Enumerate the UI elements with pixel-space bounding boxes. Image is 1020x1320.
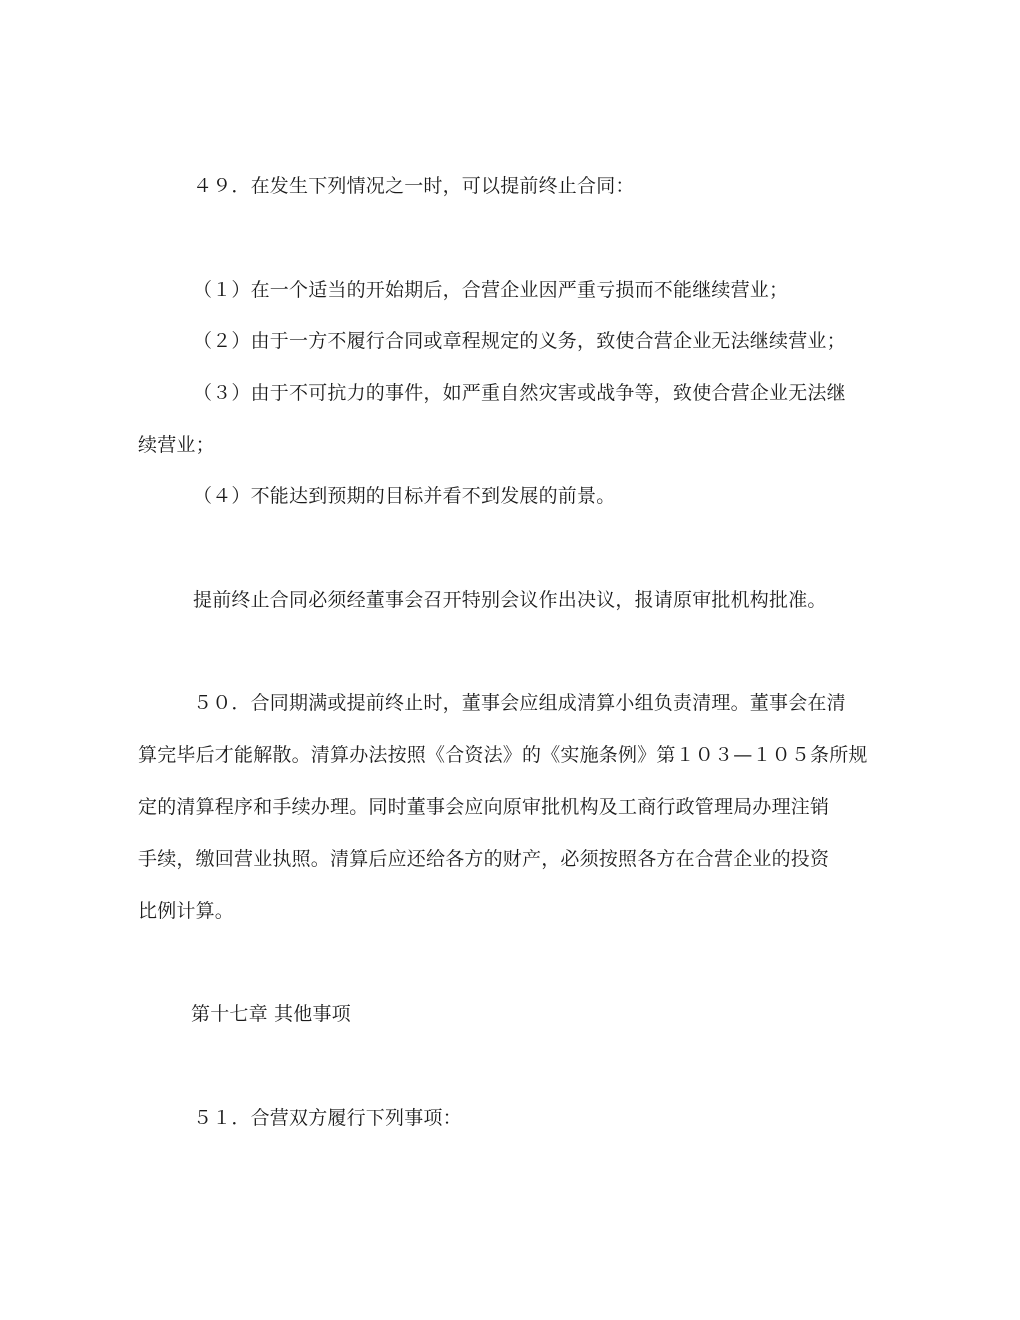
- clause-50-line-4: 手续，缴回营业执照。清算后应还给各方的财产，必须按照各方在合营企业的投资: [138, 848, 830, 870]
- clause-49-heading: ４９．在发生下列情况之一时，可以提前终止合同：: [193, 175, 635, 197]
- clause-50-line-3: 定的清算程序和手续办理。同时董事会应向原审批机构及工商行政管理局办理注销: [138, 796, 830, 818]
- clause-49-item-4: （４）不能达到预期的目标并看不到发展的前景。: [193, 485, 616, 507]
- clause-49-item-3-continued: 续营业；: [138, 434, 215, 456]
- clause-50-line-5: 比例计算。: [138, 900, 235, 922]
- clause-51-heading: ５１．合营双方履行下列事项：: [193, 1107, 462, 1129]
- clause-49-item-1: （１）在一个适当的开始期后，合营企业因严重亏损而不能继续营业；: [193, 279, 789, 301]
- clause-50-line-1: ５０．合同期满或提前终止时，董事会应组成清算小组负责清理。董事会在清: [193, 692, 846, 714]
- chapter-17-title: 第十七章 其他事项: [191, 1003, 351, 1025]
- clause-49-item-3: （３）由于不可抗力的事件，如严重自然灾害或战争等，致使合营企业无法继: [193, 382, 846, 404]
- clause-49-resolution: 提前终止合同必须经董事会召开特别会议作出决议，报请原审批机构批准。: [193, 589, 827, 611]
- clause-49-item-2: （２）由于一方不履行合同或章程规定的义务，致使合营企业无法继续营业；: [193, 330, 846, 352]
- clause-50-line-2: 算完毕后才能解散。清算办法按照《合资法》的《实施条例》第１０３—１０５条所规: [138, 744, 868, 766]
